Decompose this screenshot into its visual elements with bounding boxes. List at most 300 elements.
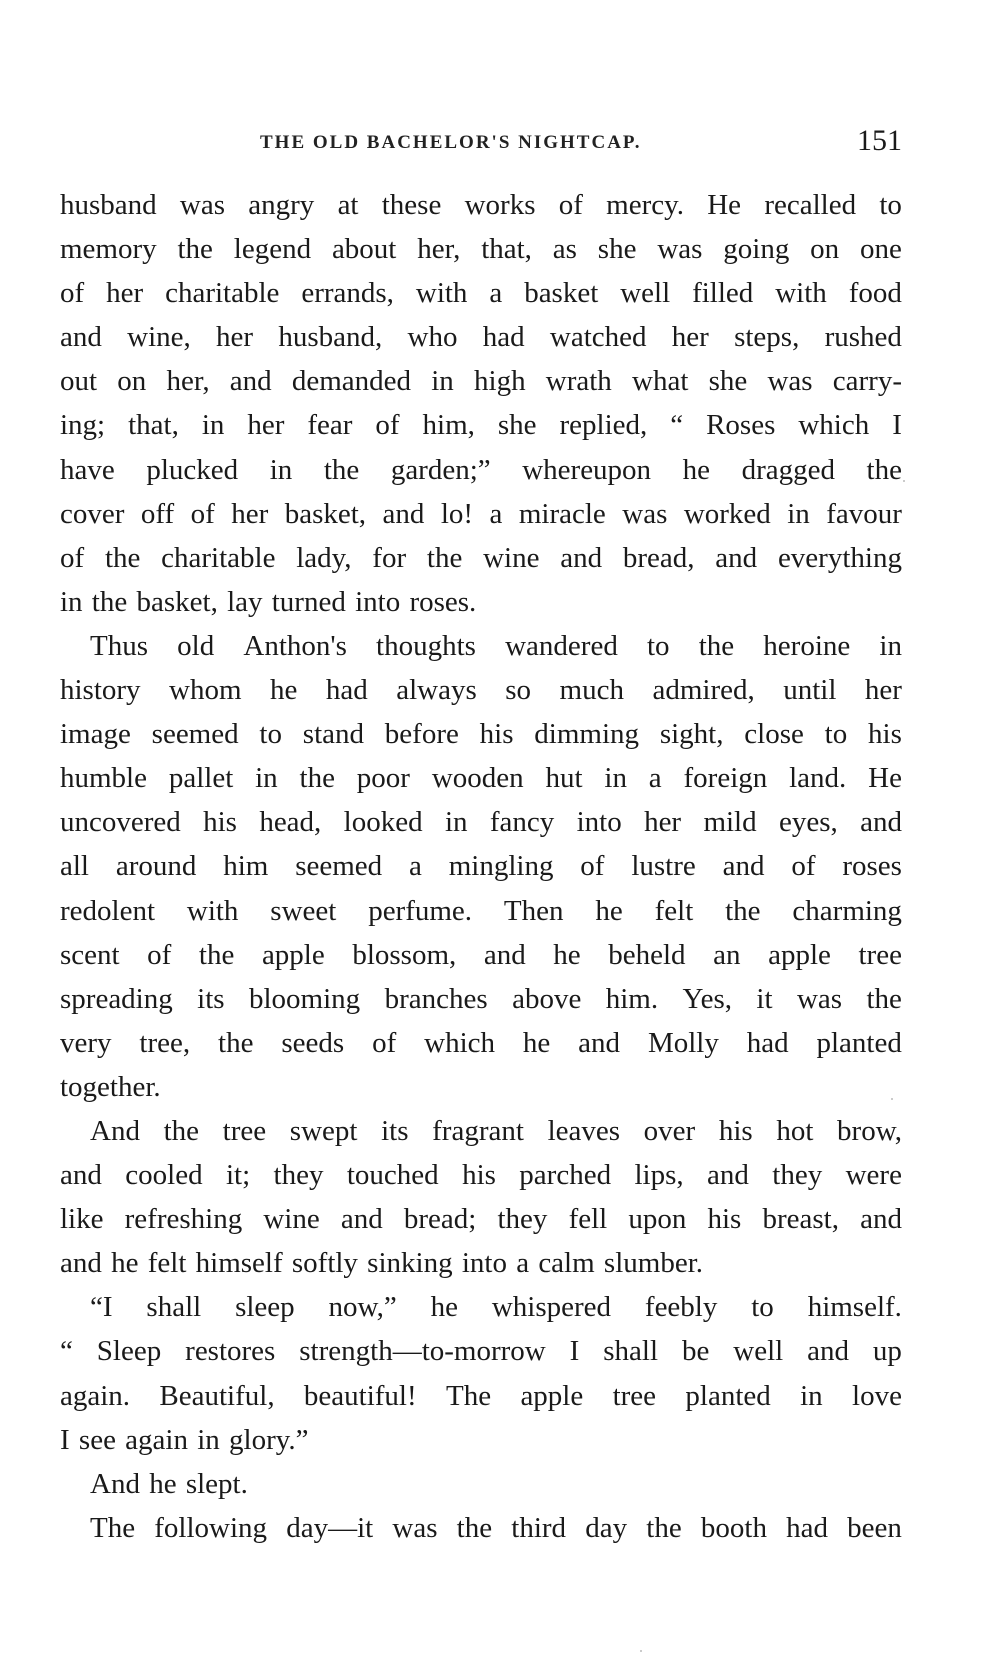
word: a [648, 762, 662, 795]
word: dimming [534, 718, 640, 751]
text-line [60, 624, 902, 668]
word: tree [612, 1379, 657, 1412]
word: “I [90, 1291, 113, 1324]
word: bread; [403, 1203, 477, 1236]
scan-speck [903, 480, 905, 482]
word: was [392, 1511, 438, 1544]
text-line [60, 1506, 902, 1550]
word: mingling [448, 850, 554, 883]
word: his [868, 718, 902, 751]
word: of [60, 541, 85, 574]
word: his [462, 1159, 496, 1192]
word: apple [520, 1379, 584, 1412]
word: carry- [832, 365, 902, 398]
page-number: 151 [857, 124, 902, 157]
word: blooming [249, 982, 361, 1015]
word: had [786, 1511, 828, 1544]
word: Thus [90, 629, 148, 662]
word: touched [346, 1159, 439, 1192]
word: was [622, 497, 668, 530]
word: an [713, 938, 741, 971]
text-line [60, 1021, 902, 1065]
word: Yes, [682, 982, 732, 1015]
word: everything [777, 541, 902, 574]
word: and [578, 1026, 621, 1059]
running-title-text: THE OLD BACHELOR'S NIGHTCAP. [260, 132, 642, 153]
word: fragrant [432, 1114, 524, 1147]
word: wine [483, 541, 540, 574]
text-line [60, 977, 902, 1021]
word: parched [519, 1159, 612, 1192]
word: about [331, 233, 397, 266]
word: apple [261, 938, 325, 971]
word: he [430, 1291, 458, 1324]
word: very [60, 1026, 112, 1059]
word: breast, [762, 1203, 839, 1236]
word: sight, [659, 718, 724, 751]
word: poor [356, 762, 410, 795]
word: himself. [807, 1291, 902, 1324]
word: foreign [683, 762, 768, 795]
word: booth [700, 1511, 767, 1544]
word: in [201, 409, 225, 442]
word: he [682, 453, 710, 486]
text-line [60, 844, 902, 888]
word: the [299, 762, 335, 795]
word: he [270, 674, 298, 707]
word: looked [343, 806, 423, 839]
word: “ [670, 409, 684, 442]
word: fear [307, 409, 353, 442]
word: her [231, 497, 269, 530]
word: replied, [559, 409, 648, 442]
word: of [60, 277, 85, 310]
word: demanded [291, 365, 412, 398]
word: shall [603, 1335, 659, 1368]
word: scent [60, 938, 120, 971]
word: her [864, 674, 902, 707]
word: and [60, 1159, 102, 1192]
text-line [60, 889, 902, 933]
word: planted [816, 1026, 902, 1059]
text-line [60, 1109, 902, 1153]
word: in [255, 762, 278, 795]
word: that, [481, 233, 532, 266]
word: tree [858, 938, 902, 971]
word: upon [628, 1203, 687, 1236]
text-line [60, 668, 902, 712]
word: mild [703, 806, 757, 839]
word: again. [60, 1379, 131, 1412]
word: him. [605, 982, 659, 1015]
word: restores [185, 1335, 276, 1368]
text-line [60, 271, 902, 315]
word: what [632, 365, 689, 398]
text-line: together. [60, 1070, 161, 1103]
word: heroine [763, 629, 851, 662]
word: errands, [301, 277, 394, 310]
text-line [60, 1153, 902, 1197]
word: all [60, 850, 89, 883]
word: dragged [741, 453, 835, 486]
text-line [60, 492, 902, 536]
word: and [860, 1203, 902, 1236]
word: above [512, 982, 582, 1015]
word: was [796, 982, 843, 1015]
word: I [892, 409, 902, 442]
word: the [426, 541, 463, 574]
word: high [474, 365, 526, 398]
word: And [90, 1114, 140, 1147]
word: lady, [296, 541, 352, 574]
word: apple [768, 938, 831, 971]
word: and [229, 365, 272, 398]
word: cover [60, 497, 125, 530]
scan-speck [891, 1098, 893, 1100]
word: his [718, 1114, 753, 1147]
word: shall [146, 1291, 202, 1324]
word: have [60, 453, 115, 486]
word: was [657, 233, 703, 266]
word: wine, [127, 321, 191, 354]
word: they [273, 1159, 324, 1192]
word: perfume. [368, 894, 473, 927]
word: He [707, 189, 742, 221]
word: over [643, 1114, 696, 1147]
word: lips, [634, 1159, 684, 1192]
word: the [177, 233, 213, 266]
word: her [671, 321, 709, 354]
word: eyes, [778, 806, 838, 839]
word: history [60, 674, 141, 707]
word: as [552, 233, 577, 266]
word: going [723, 233, 790, 266]
text-line [60, 933, 902, 977]
word: the [646, 1511, 682, 1544]
word: miracle [518, 497, 606, 530]
word: strength—to-morrow [299, 1335, 546, 1368]
running-title [260, 132, 642, 154]
body-text [60, 183, 902, 1550]
word: rushed [824, 321, 902, 354]
text-line [60, 183, 902, 227]
word: wooden [431, 762, 524, 795]
word: which [798, 409, 870, 442]
word: which [424, 1026, 496, 1059]
word: like [60, 1203, 104, 1236]
word: he [553, 938, 581, 971]
word: bread, [622, 541, 695, 574]
word: of [372, 1026, 397, 1059]
word: was [767, 365, 813, 398]
word: and [807, 1335, 849, 1368]
text-line [60, 227, 902, 271]
word: love [852, 1379, 902, 1412]
word: her [644, 806, 682, 839]
word: garden;” [390, 453, 491, 486]
word: uncovered [60, 806, 181, 839]
word: refreshing [124, 1203, 243, 1236]
word: day [585, 1511, 628, 1544]
word: in [787, 497, 810, 530]
word: he [522, 1026, 551, 1059]
word: old [177, 629, 215, 662]
word: the [866, 982, 902, 1015]
word: roses [842, 850, 902, 883]
word: planted [685, 1379, 771, 1412]
word: its [197, 982, 225, 1015]
word: fancy [489, 806, 555, 839]
word: whereupon [522, 453, 652, 486]
text-line: and he felt himself softly sinking into a calm slumber. [60, 1247, 704, 1280]
word: on [810, 233, 840, 266]
word: always [396, 674, 477, 707]
word: much [559, 674, 624, 707]
word: lo! [440, 497, 474, 530]
word: seeds [281, 1026, 345, 1059]
word: steps, [734, 321, 800, 354]
word: works [464, 189, 536, 221]
word: of [375, 409, 400, 442]
word: basket, [284, 497, 367, 530]
word: the [104, 541, 141, 574]
word: her, [417, 233, 461, 266]
text-line: I see again in glory.” [60, 1423, 309, 1456]
word: up [872, 1335, 902, 1368]
text-line [60, 359, 902, 403]
word: sweet [270, 894, 337, 927]
word: of [147, 938, 172, 971]
word: watched [549, 321, 647, 354]
text-line [60, 1329, 902, 1373]
word: her [216, 321, 254, 354]
word: and [340, 1203, 383, 1236]
word: of [190, 497, 215, 530]
word: until [783, 674, 837, 707]
word: close [744, 718, 804, 751]
word: the [163, 1114, 200, 1147]
text-line [60, 1374, 902, 1418]
word: the [218, 1026, 254, 1059]
word: thoughts [376, 629, 476, 662]
word: him [223, 850, 269, 883]
word: in [800, 1379, 823, 1412]
word: whispered [491, 1291, 612, 1324]
text-line [60, 536, 902, 580]
word: wine [263, 1203, 320, 1236]
word: the [198, 938, 235, 971]
word: now,” [328, 1291, 397, 1324]
word: of [558, 189, 583, 221]
word: filled [692, 277, 754, 310]
word: they [772, 1159, 823, 1192]
word: well [620, 277, 671, 310]
word: him, [422, 409, 475, 442]
word: redolent [60, 894, 156, 927]
word: the [725, 894, 761, 927]
word: Roses [706, 409, 776, 442]
text-line [60, 800, 902, 844]
word: legend [233, 233, 312, 266]
word: in [444, 806, 468, 839]
word: a [489, 497, 503, 530]
word: recalled [764, 189, 857, 221]
word: branches [384, 982, 488, 1015]
word: her [247, 409, 285, 442]
word: ing; [60, 409, 106, 442]
word: his [479, 718, 514, 751]
word: to [824, 718, 848, 751]
text-line [60, 403, 902, 447]
word: The [446, 1379, 492, 1412]
word: in [879, 629, 902, 662]
word: third [511, 1511, 567, 1544]
word: before [384, 718, 459, 751]
word: she [597, 233, 637, 266]
word: in [431, 365, 454, 398]
word: whom [169, 674, 242, 707]
word: stand [302, 718, 364, 751]
word: hot [776, 1114, 814, 1147]
word: humble [60, 762, 147, 795]
word: seemed [151, 718, 239, 751]
word: to [751, 1291, 774, 1324]
word: the [866, 453, 902, 486]
word: and [860, 806, 902, 839]
word: with [775, 277, 827, 310]
word: and [60, 321, 102, 354]
text-line [60, 448, 902, 492]
word: fell [568, 1203, 608, 1236]
word: who [407, 321, 458, 354]
word: in [604, 762, 627, 795]
word: day—it [286, 1511, 374, 1544]
word: Anthon's [243, 629, 347, 662]
word: well [733, 1335, 784, 1368]
word: charitable [165, 277, 280, 310]
word: Then [503, 894, 564, 927]
word: sleep [235, 1291, 295, 1324]
word: cooled [125, 1159, 203, 1192]
word: at [337, 189, 359, 221]
word: basket [524, 277, 599, 310]
word: Molly [647, 1026, 719, 1059]
word: these [381, 189, 442, 221]
word: of [580, 850, 605, 883]
word: its [381, 1114, 409, 1147]
word: tree [222, 1114, 267, 1147]
word: and [382, 497, 425, 530]
word: Sleep [96, 1335, 162, 1368]
word: leaves [547, 1114, 621, 1147]
word: so [505, 674, 532, 707]
text-line [60, 1197, 902, 1241]
word: beautiful! [303, 1379, 417, 1412]
word: “ [60, 1335, 73, 1368]
word: he [595, 894, 623, 927]
text-line: And he slept. [90, 1467, 248, 1500]
word: wandered [505, 629, 618, 662]
word: it; [225, 1159, 251, 1192]
word: around [115, 850, 197, 883]
word: felt [654, 894, 694, 927]
scan-speck [640, 1650, 642, 1652]
word: and [483, 938, 526, 971]
word: food [848, 277, 902, 310]
word: on [117, 365, 147, 398]
word: charitable [161, 541, 276, 574]
word: had [746, 1026, 789, 1059]
word: Beautiful, [159, 1379, 275, 1412]
word: hut [545, 762, 583, 795]
word: she [708, 365, 748, 398]
word: his [203, 806, 237, 839]
word: had [325, 674, 368, 707]
word: for [372, 541, 407, 574]
word: in [269, 453, 293, 486]
word: and [715, 541, 758, 574]
word: husband [60, 189, 157, 221]
word: off [140, 497, 175, 530]
word: wrath [545, 365, 612, 398]
word: the [698, 629, 735, 662]
word: been [847, 1511, 902, 1544]
word: swept [289, 1114, 358, 1147]
word: with [415, 277, 468, 310]
word: had [482, 321, 525, 354]
word: into [576, 806, 622, 839]
word: a [489, 277, 503, 310]
word: was [179, 189, 226, 221]
word: brow, [837, 1114, 902, 1147]
word: her, [166, 365, 210, 398]
word: to [879, 189, 902, 221]
word: lustre [631, 850, 696, 883]
word: the [323, 453, 360, 486]
word: be [681, 1335, 710, 1368]
word: her [106, 277, 144, 310]
word: to [259, 718, 282, 751]
word: and [722, 850, 765, 883]
word: I [569, 1335, 580, 1368]
word: seemed [295, 850, 383, 883]
word: out [60, 365, 98, 398]
word: charming [792, 894, 902, 927]
word: plucked [146, 453, 239, 486]
word: of [791, 850, 816, 883]
word: tree, [139, 1026, 191, 1059]
word: and [707, 1159, 749, 1192]
word: it [756, 982, 773, 1015]
word: memory [60, 233, 157, 266]
word: to [646, 629, 670, 662]
word: He [868, 762, 902, 795]
word: angry [248, 189, 315, 221]
word: beheld [608, 938, 686, 971]
text-line [60, 712, 902, 756]
word: spreading [60, 982, 173, 1015]
word: worked [683, 497, 771, 530]
word: favour [826, 497, 902, 530]
word: following [154, 1511, 268, 1544]
word: and [560, 541, 603, 574]
word: feebly [644, 1291, 718, 1324]
word: that, [128, 409, 179, 442]
word: admired, [652, 674, 755, 707]
word: mercy. [606, 189, 684, 221]
word: land. [789, 762, 847, 795]
text-line [60, 1285, 902, 1329]
